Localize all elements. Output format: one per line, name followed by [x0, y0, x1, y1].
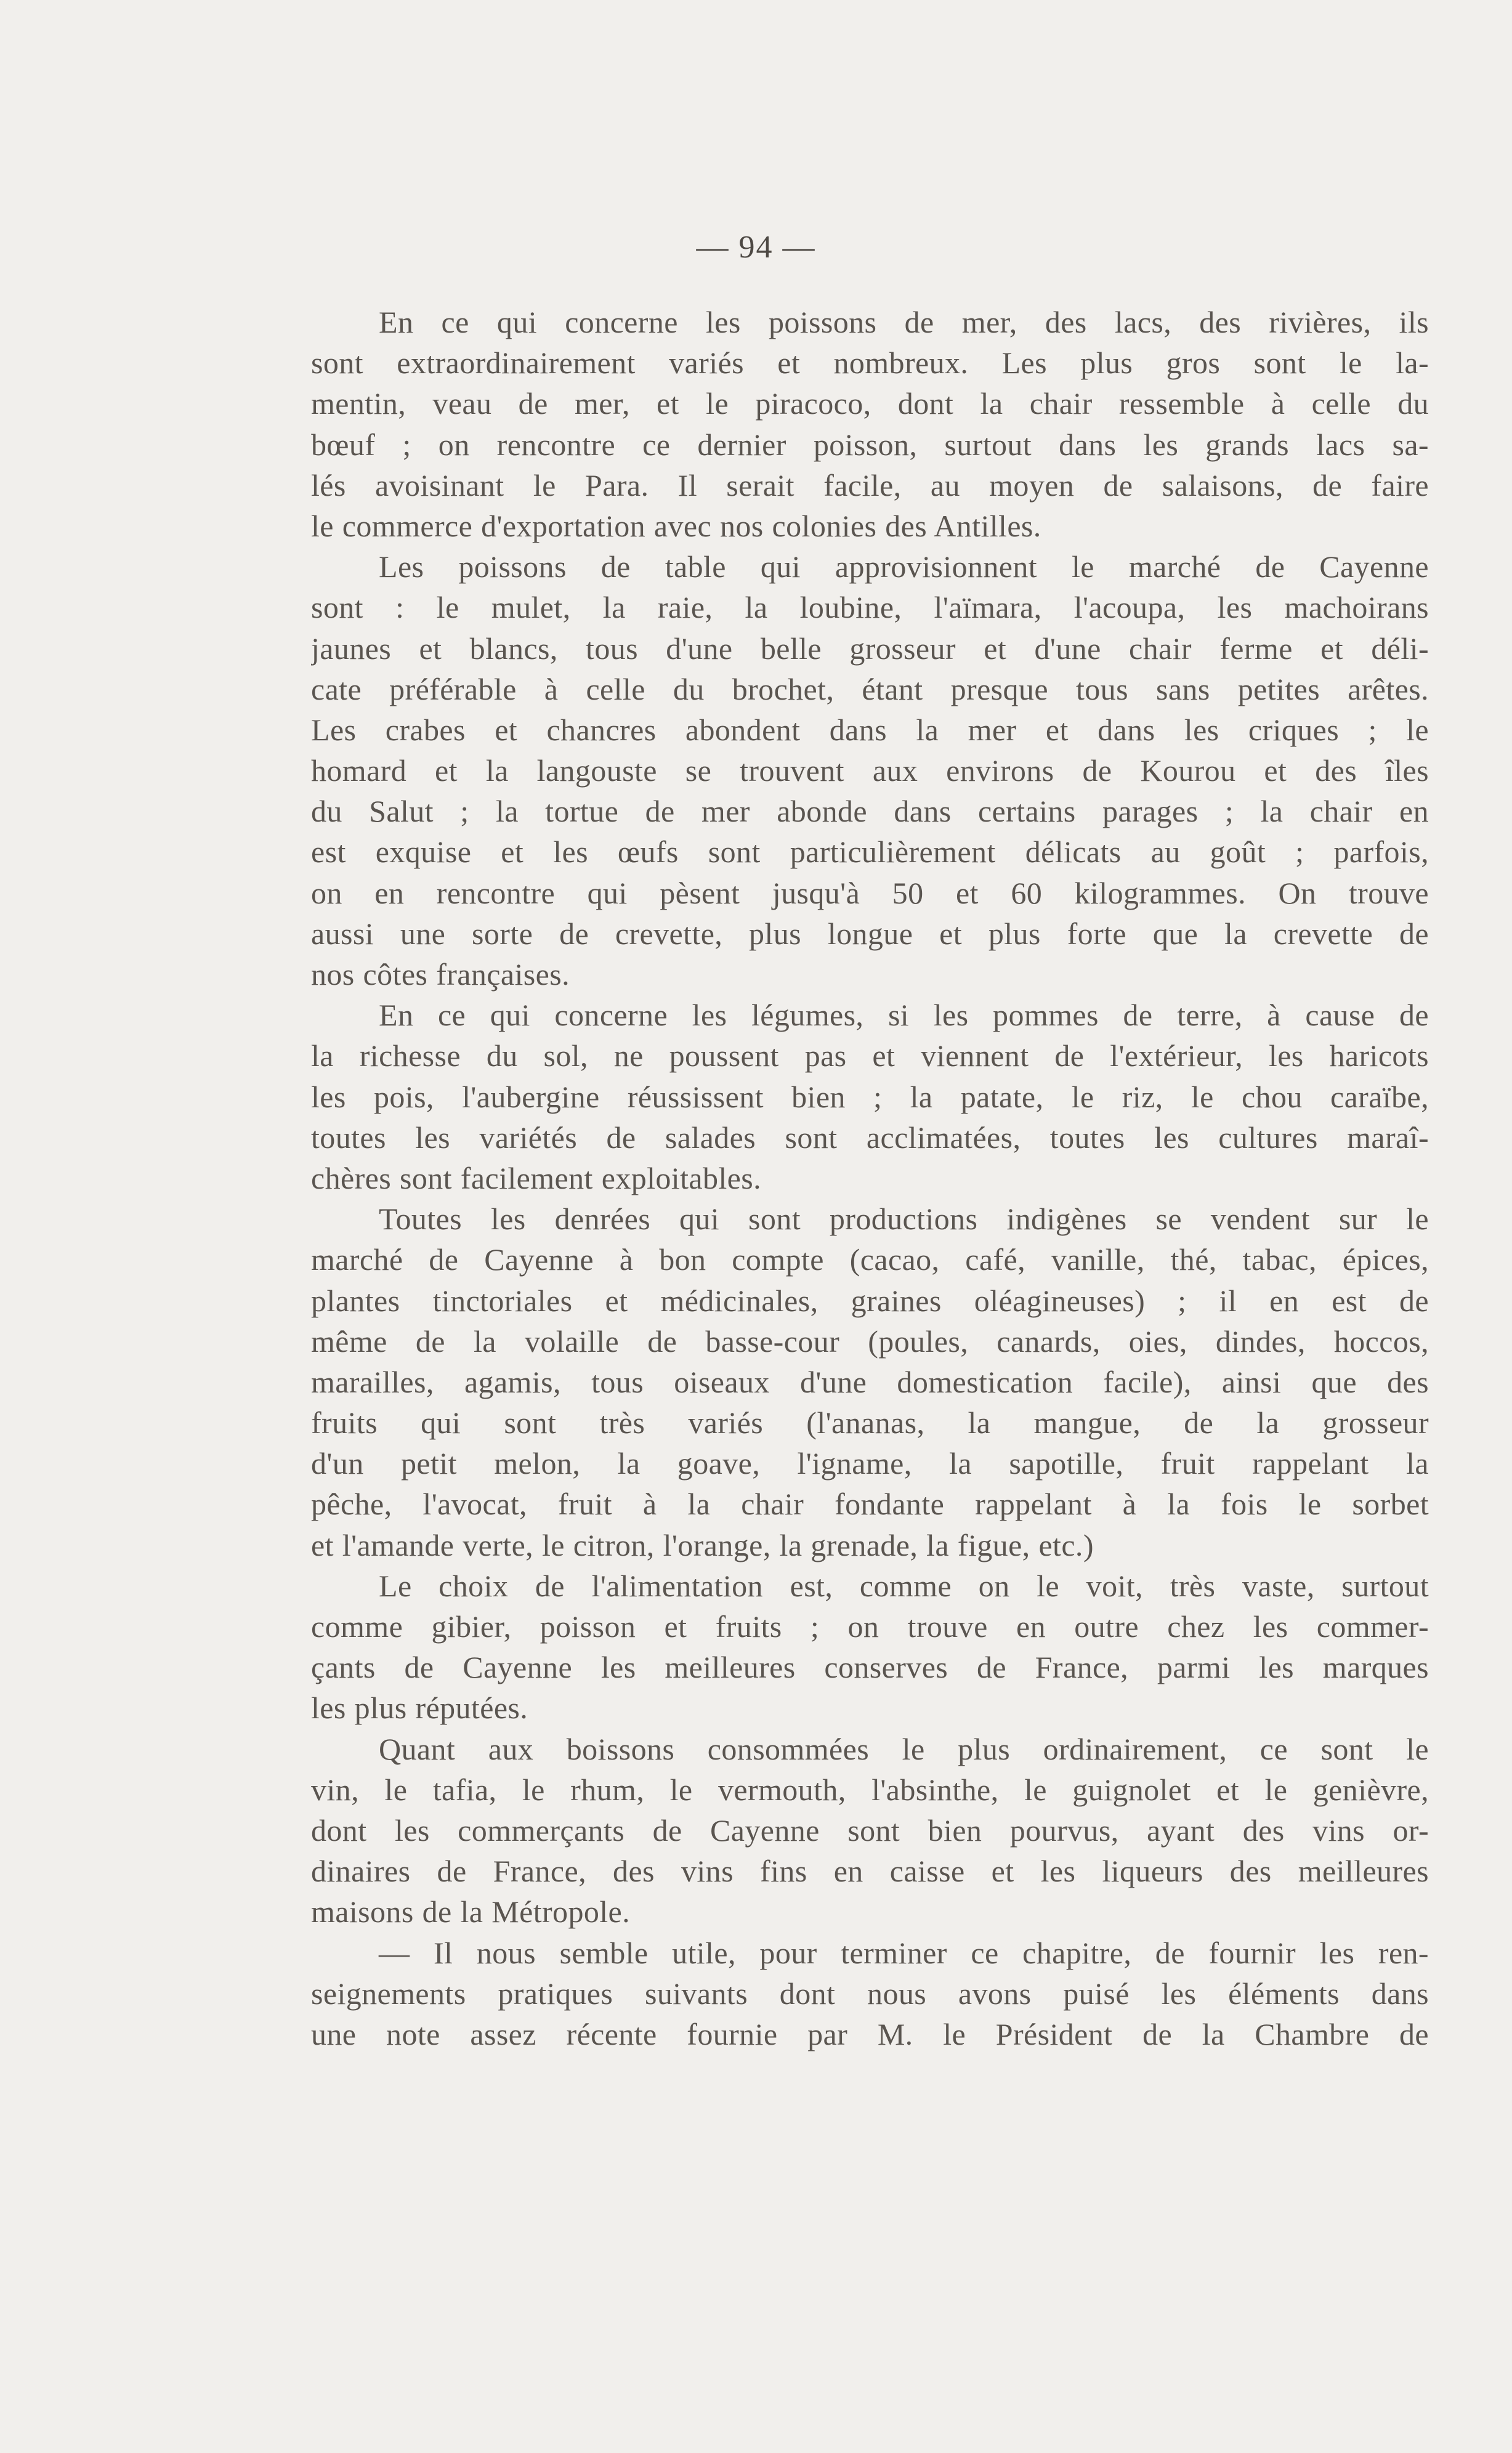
text-line: jaunes et blancs, tous d'une belle grosseur et d'une chair ferme et déli-	[311, 631, 1429, 666]
text-line: la richesse du sol, ne poussent pas et viennent de l'extérieur, les haricots	[311, 1038, 1429, 1073]
text-line: cate préférable à celle du brochet, étant presque tous sans petites arêtes.	[311, 671, 1429, 706]
text-line: d'un petit melon, la goave, l'igname, la sapotille, fruit rappelant la	[311, 1446, 1429, 1481]
text-line: En ce qui concerne les poissons de mer, des lacs, des rivières, ils	[379, 305, 1429, 339]
text-line: En ce qui concerne les légumes, si les pommes de terre, à cause de	[379, 998, 1429, 1033]
text-line: Les poissons de table qui approvisionnent le marché de Cayenne	[379, 549, 1429, 584]
text-line: maisons de la Métropole.	[311, 1894, 631, 1930]
text-line: toutes les variétés de salades sont acclimatées, toutes les cultures maraî-	[311, 1120, 1429, 1155]
text-line: aussi une sorte de crevette, plus longue et plus forte que la crevette de	[311, 916, 1429, 951]
text-line: homard et la langouste se trouvent aux environs de Kourou et des îles	[311, 753, 1429, 788]
text-line: du Salut ; la tortue de mer abonde dans certains parages ; la chair en	[311, 794, 1429, 829]
text-line: pêche, l'avocat, fruit à la chair fondante rappelant à la fois le sorbet	[311, 1487, 1429, 1522]
text-line: — Il nous semble utile, pour terminer ce chapitre, de fournir les ren-	[379, 1935, 1429, 1970]
text-line: dinaires de France, des vins fins en caisse et les liqueurs des meilleures	[311, 1854, 1429, 1889]
text-line: vin, le tafia, le rhum, le vermouth, l'absinthe, le guignolet et le genièvre,	[311, 1772, 1429, 1807]
text-line: sont : le mulet, la raie, la loubine, l'aïmara, l'acoupa, les machoirans	[311, 590, 1429, 625]
text-line: comme gibier, poisson et fruits ; on trouve en outre chez les commer-	[311, 1609, 1429, 1644]
page-number: — 94 —	[696, 230, 816, 265]
text-line: Toutes les denrées qui sont productions indigènes se vendent sur le	[379, 1202, 1429, 1237]
text-line: Quant aux boissons consommées le plus ordinairement, ce sont le	[379, 1731, 1429, 1766]
text-line: même de la volaille de basse-cour (poules, canards, oies, dindes, hoccos,	[311, 1323, 1429, 1359]
text-line: mentin, veau de mer, et le piracoco, dont la chair ressemble à celle du	[311, 386, 1429, 421]
text-line: on en rencontre qui pèsent jusqu'à 50 et 60 kilogrammes. On trouve	[311, 875, 1429, 910]
text-line: et l'amande verte, le citron, l'orange, la grenade, la figue, etc.)	[311, 1527, 1094, 1562]
text-line: bœuf ; on rencontre ce dernier poisson, surtout dans les grands lacs sa-	[311, 427, 1429, 462]
text-line: marché de Cayenne à bon compte (cacao, café, vanille, thé, tabac, épices,	[311, 1242, 1429, 1277]
text-line: seignements pratiques suivants dont nous avons puisé les éléments dans	[311, 1976, 1429, 2011]
text-line: fruits qui sont très variés (l'ananas, la mangue, de la grosseur	[311, 1405, 1429, 1441]
text-line: chères sont facilement exploitables.	[311, 1160, 762, 1195]
text-line: les plus réputées.	[311, 1691, 528, 1726]
text-line: une note assez récente fournie par M. le Président de la Chambre de	[311, 2016, 1429, 2051]
text-line: dont les commerçants de Cayenne sont bien pourvus, ayant des vins or-	[311, 1812, 1429, 1848]
text-line: plantes tinctoriales et médicinales, graines oléagineuses) ; il en est de	[311, 1283, 1429, 1318]
text-line: marailles, agamis, tous oiseaux d'une domestication facile), ainsi que des	[311, 1364, 1429, 1399]
text-line: Le choix de l'alimentation est, comme on le voit, très vaste, surtout	[379, 1568, 1429, 1603]
text-line: lés avoisinant le Para. Il serait facile, au moyen de salaisons, de faire	[311, 467, 1429, 503]
text-line: çants de Cayenne les meilleures conserves de France, parmi les marques	[311, 1650, 1429, 1685]
text-line: les pois, l'aubergine réussissent bien ; la patate, le riz, le chou caraïbe,	[311, 1079, 1429, 1114]
text-line: sont extraordinairement variés et nombreux. Les plus gros sont le la-	[311, 346, 1429, 381]
text-line: nos côtes françaises.	[311, 957, 570, 992]
body-text	[311, 302, 1429, 2055]
text-line: le commerce d'exportation avec nos colonies des Antilles.	[311, 508, 1041, 543]
text-line: Les crabes et chancres abondent dans la mer et dans les criques ; le	[311, 712, 1429, 747]
text-line: est exquise et les œufs sont particulièrement délicats au goût ; parfois,	[311, 835, 1429, 870]
